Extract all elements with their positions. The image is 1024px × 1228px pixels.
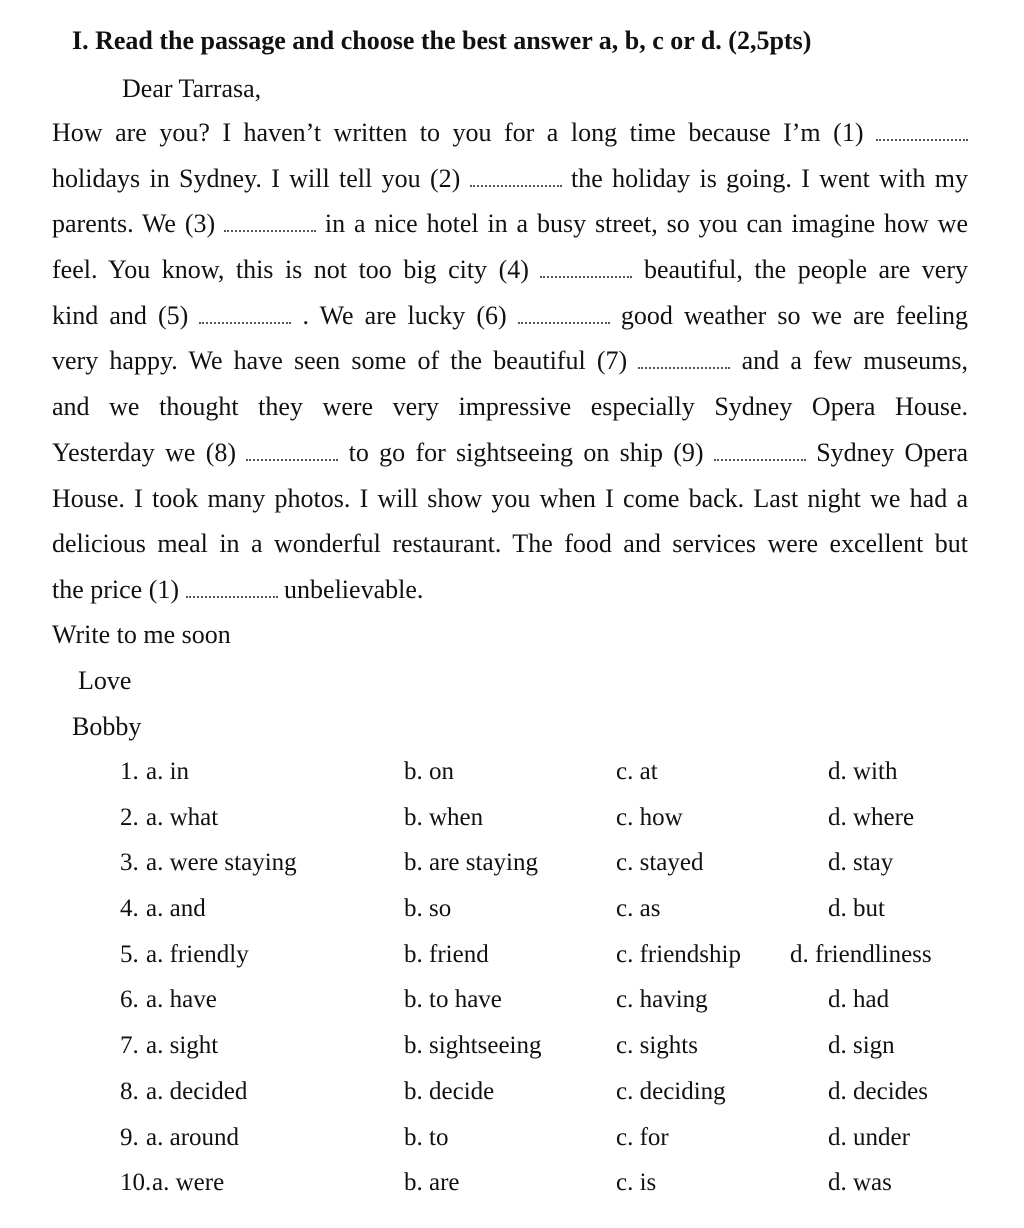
- option-d[interactable]: d. stay: [828, 849, 894, 877]
- option-c[interactable]: c. for: [616, 1123, 669, 1151]
- answer-blank[interactable]: [876, 129, 968, 141]
- passage-text: holidays in Sydney. I will tell you (2): [52, 163, 461, 193]
- option-a[interactable]: a. and: [146, 895, 206, 923]
- option-d[interactable]: d. had: [828, 986, 890, 1014]
- closing-write: Write to me soon: [52, 620, 231, 649]
- option-a[interactable]: a. have: [146, 986, 217, 1014]
- option-a[interactable]: a. in: [146, 758, 190, 785]
- option-a[interactable]: a. what: [146, 803, 219, 831]
- answer-blank[interactable]: [470, 175, 562, 187]
- question-row: [0, 980, 1024, 1026]
- question-number: 6.: [120, 986, 139, 1014]
- passage-text: good weather so we are feeling: [620, 300, 968, 330]
- question-row: [0, 843, 1024, 889]
- answer-blank[interactable]: [714, 449, 806, 461]
- option-d[interactable]: d. where: [828, 803, 915, 831]
- passage-text: the price (1): [52, 574, 180, 604]
- closing-love: Love: [78, 666, 132, 695]
- question-row: [0, 1118, 1024, 1164]
- passage-line: [52, 430, 968, 476]
- passage-line: [52, 110, 968, 156]
- option-c[interactable]: c. deciding: [616, 1077, 726, 1105]
- passage-text: and a few museums,: [741, 346, 969, 376]
- option-a[interactable]: a. around: [146, 1123, 240, 1151]
- passage-line: [52, 156, 968, 202]
- passage-text: beautiful, the people are very: [643, 255, 968, 285]
- signature-name: Bobby: [72, 712, 142, 741]
- passage-line: [52, 384, 968, 430]
- question-number: 9.: [120, 1123, 139, 1151]
- option-d[interactable]: d. under: [828, 1123, 910, 1151]
- option-d[interactable]: d. with: [828, 758, 898, 785]
- passage-text: Yesterday we (8): [52, 437, 237, 467]
- option-b[interactable]: b. sightseeing: [404, 1032, 542, 1060]
- passage-text: How are you? I haven’t written to you for a long time because I’m (1): [52, 118, 864, 147]
- option-a[interactable]: a. friendly: [146, 940, 249, 968]
- question-row: [0, 1163, 1024, 1209]
- passage-line: [52, 201, 968, 247]
- question-row: [0, 1072, 1024, 1118]
- answer-blank[interactable]: [224, 220, 316, 232]
- question-number: 8.: [120, 1077, 139, 1105]
- letter-salutation: Dear Tarrasa,: [122, 74, 262, 103]
- question-number: 5.: [120, 940, 139, 968]
- option-c[interactable]: c. as: [616, 895, 661, 923]
- answer-options-list: [0, 752, 1024, 1209]
- passage-text: delicious meal in a wonderful restaurant. The food and services were excellent but: [52, 529, 968, 559]
- option-d[interactable]: d. sign: [828, 1032, 895, 1060]
- option-d[interactable]: d. but: [828, 895, 885, 923]
- answer-blank[interactable]: [540, 266, 632, 278]
- passage-text: parents. We (3): [52, 209, 216, 239]
- question-number: 10.: [120, 1169, 152, 1197]
- passage-text: and we thought they were very impressive especially Sydney Opera House.: [52, 392, 968, 422]
- question-number: 4.: [120, 895, 139, 923]
- question-number: 1.: [120, 758, 139, 785]
- passage-text: the holiday is going. I went with my: [571, 163, 968, 193]
- passage-line: [52, 293, 968, 339]
- passage-text: House. I took many photos. I will show you when I come back. Last night we had a: [52, 483, 968, 513]
- passage-text: Sydney Opera: [816, 437, 968, 467]
- answer-blank[interactable]: [638, 357, 730, 369]
- option-b[interactable]: b. decide: [404, 1077, 495, 1105]
- option-a[interactable]: a. were: [152, 1169, 225, 1197]
- option-b[interactable]: b. on: [404, 758, 454, 785]
- option-a[interactable]: a. were staying: [146, 849, 297, 877]
- passage-text: . We are lucky (6): [302, 300, 507, 330]
- option-d[interactable]: d. friendliness: [790, 940, 932, 968]
- question-row: [0, 752, 1024, 798]
- passage-line: [52, 476, 968, 522]
- passage-line: [52, 338, 968, 384]
- passage-text: in a nice hotel in a busy street, so you can imagine how we: [324, 209, 968, 239]
- option-b[interactable]: b. to have: [404, 986, 502, 1014]
- question-number: 2.: [120, 803, 139, 831]
- passage-text: very happy. We have seen some of the beautiful (7): [52, 346, 628, 376]
- exercise-heading: I. Read the passage and choose the best answer a, b, c or d. (2,5pts): [72, 26, 812, 55]
- answer-blank[interactable]: [199, 312, 291, 324]
- question-number: 3.: [120, 849, 139, 877]
- option-c[interactable]: c. friendship: [616, 940, 741, 968]
- option-b[interactable]: b. so: [404, 895, 452, 923]
- option-b[interactable]: b. friend: [404, 940, 489, 968]
- option-c[interactable]: c. is: [616, 1169, 657, 1197]
- passage-line: [52, 247, 968, 293]
- option-c[interactable]: c. having: [616, 986, 708, 1014]
- passage-line: [52, 567, 968, 613]
- question-row: [0, 798, 1024, 844]
- question-row: [0, 1026, 1024, 1072]
- answer-blank[interactable]: [246, 449, 338, 461]
- answer-blank[interactable]: [518, 312, 610, 324]
- passage-text: to go for sightseeing on ship (9): [348, 437, 704, 467]
- option-a[interactable]: a. sight: [146, 1032, 219, 1060]
- passage-line: [52, 521, 968, 567]
- option-b[interactable]: b. are staying: [404, 849, 538, 877]
- option-c[interactable]: c. sights: [616, 1032, 698, 1060]
- letter-passage: [52, 110, 968, 613]
- question-row: [0, 889, 1024, 935]
- question-row: [0, 935, 1024, 981]
- passage-text: unbelievable.: [284, 574, 424, 604]
- option-b[interactable]: b. are: [404, 1169, 460, 1197]
- question-number: 7.: [120, 1032, 139, 1060]
- option-d[interactable]: d. decides: [828, 1077, 928, 1105]
- option-b[interactable]: b. when: [404, 803, 484, 831]
- passage-text: feel. You know, this is not too big city (4): [52, 255, 529, 285]
- option-b[interactable]: b. to: [404, 1123, 449, 1151]
- option-c[interactable]: c. how: [616, 803, 683, 831]
- option-a[interactable]: a. decided: [146, 1077, 248, 1105]
- option-c[interactable]: c. at: [616, 758, 658, 785]
- option-d[interactable]: d. was: [828, 1169, 892, 1197]
- option-c[interactable]: c. stayed: [616, 849, 704, 877]
- passage-text: kind and (5): [52, 300, 189, 330]
- answer-blank[interactable]: [186, 586, 278, 598]
